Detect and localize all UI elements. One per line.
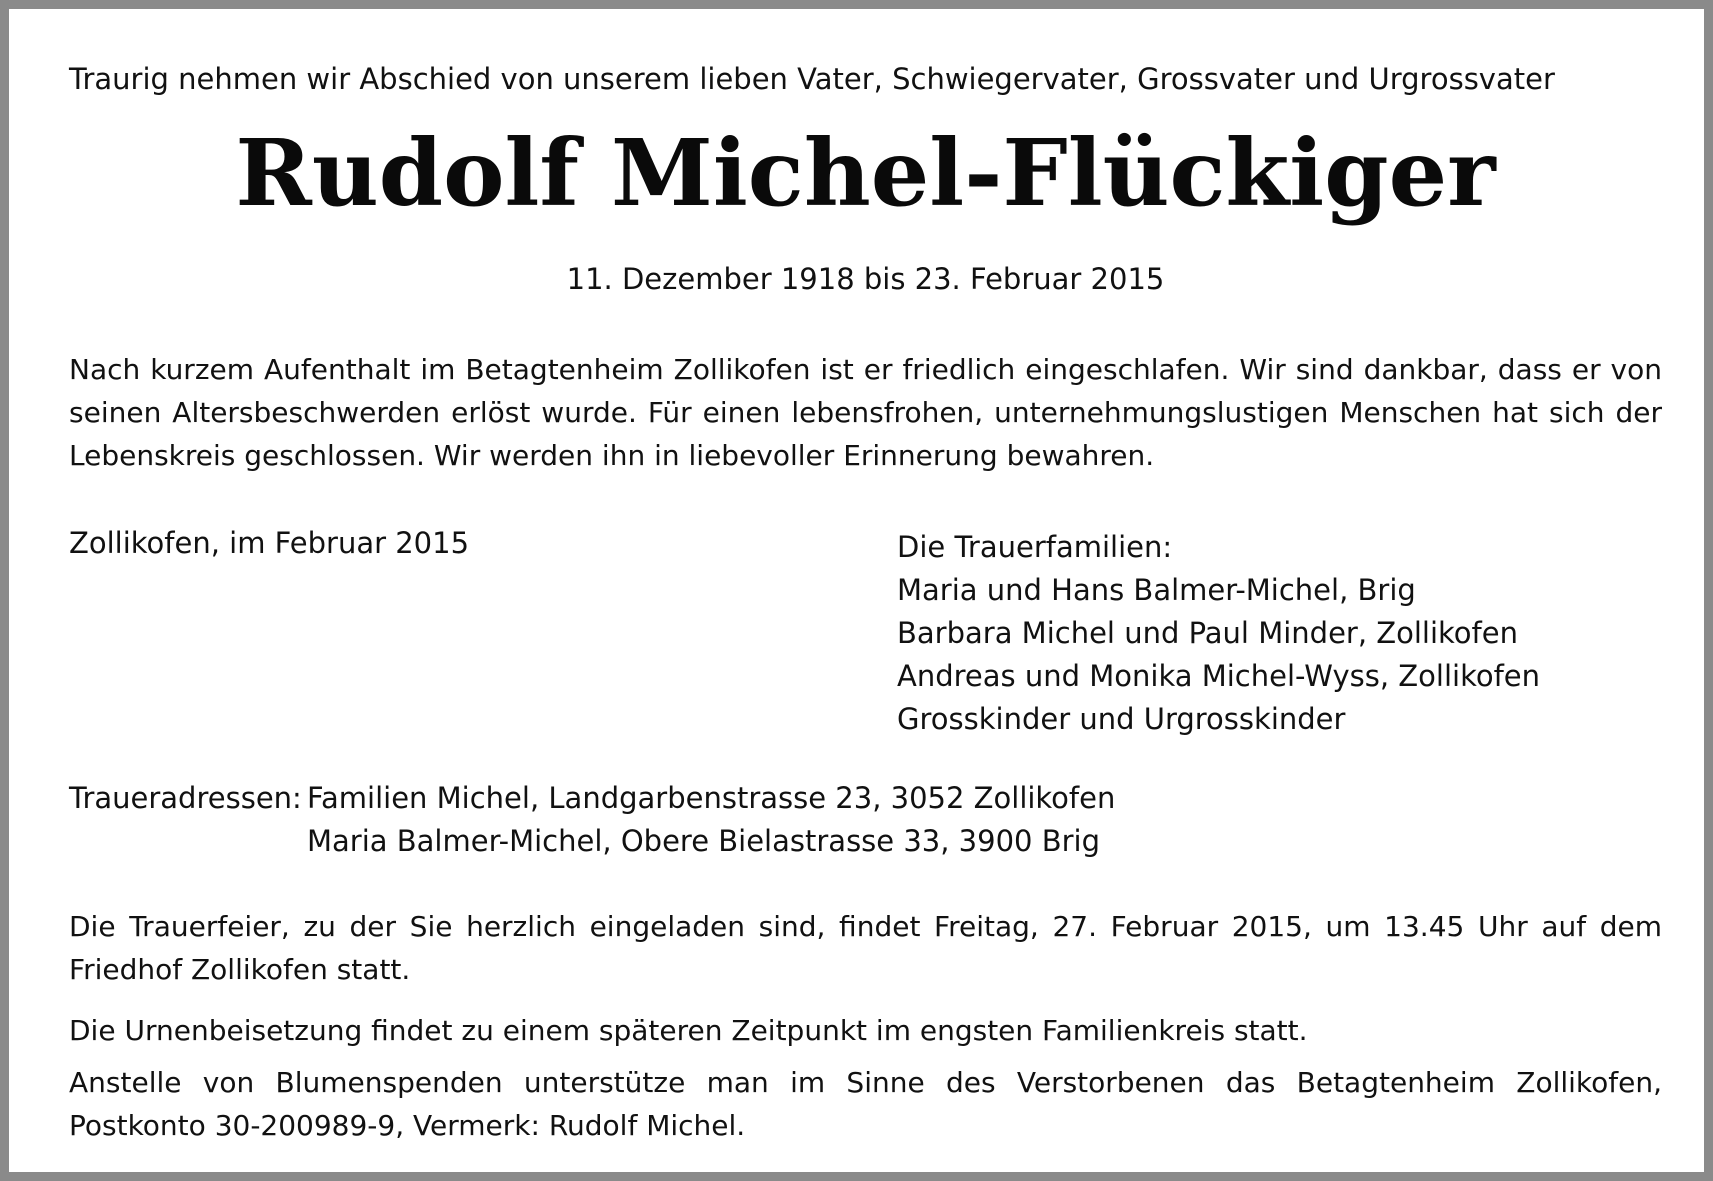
notice-paragraph: Nach kurzem Aufenthalt im Betagtenheim Zollikofen ist er friedlich eingeschlafen. Wir sind dankbar, dass er von seinen Altersbeschwerden erlöst wurde. Für einen lebensfrohen, unternehmungslustigen Menschen hat sich der Lebenskreis geschlossen. Wir werden ihn in liebevoller Erinnerung bewahren. [69,353,1662,472]
place-date: Zollikofen, im Februar 2015 [69,526,470,560]
address-label: Traueradressen: [69,781,302,815]
deceased-name: Rudolf Michel-Flückiger [235,119,1496,227]
life-dates: 11. Dezember 1918 bis 23. Februar 2015 [566,262,1165,296]
funeral-paragraph: Die Trauerfeier, zu der Sie herzlich eingeladen sind, findet Freitag, 27. Februar 2015, um 13.45 Uhr auf dem Friedhof Zollikofen statt. [69,910,1662,986]
address-entry: Maria Balmer-Michel, Obere Bielastrasse 33, 3900 Brig [307,824,1100,858]
mourning-families-list [897,526,1540,741]
family-entry: Barbara Michel und Paul Minder, Zollikofen [897,616,1518,650]
family-entry: Maria und Hans Balmer-Michel, Brig [897,573,1416,607]
families-heading: Die Trauerfamilien: [897,530,1173,564]
family-entry: Grosskinder und Urgrosskinder [897,702,1346,736]
donation-paragraph: Anstelle von Blumenspenden unterstütze man im Sinne des Verstorbenen das Betagtenheim Zollikofen, Postkonto 30-200989-9, Vermerk: Rudolf Michel. [69,1066,1662,1142]
mourning-addresses-list [307,777,1115,863]
urn-burial-paragraph: Die Urnenbeisetzung findet zu einem späteren Zeitpunkt im engsten Familienkreis statt. [69,1014,1308,1047]
family-entry: Andreas und Monika Michel-Wyss, Zollikofen [897,659,1540,693]
address-entry: Familien Michel, Landgarbenstrasse 23, 3052 Zollikofen [307,781,1116,815]
intro-line: Traurig nehmen wir Abschied von unserem lieben Vater, Schwiegervater, Grossvater und Urgrossvater [69,62,1555,96]
